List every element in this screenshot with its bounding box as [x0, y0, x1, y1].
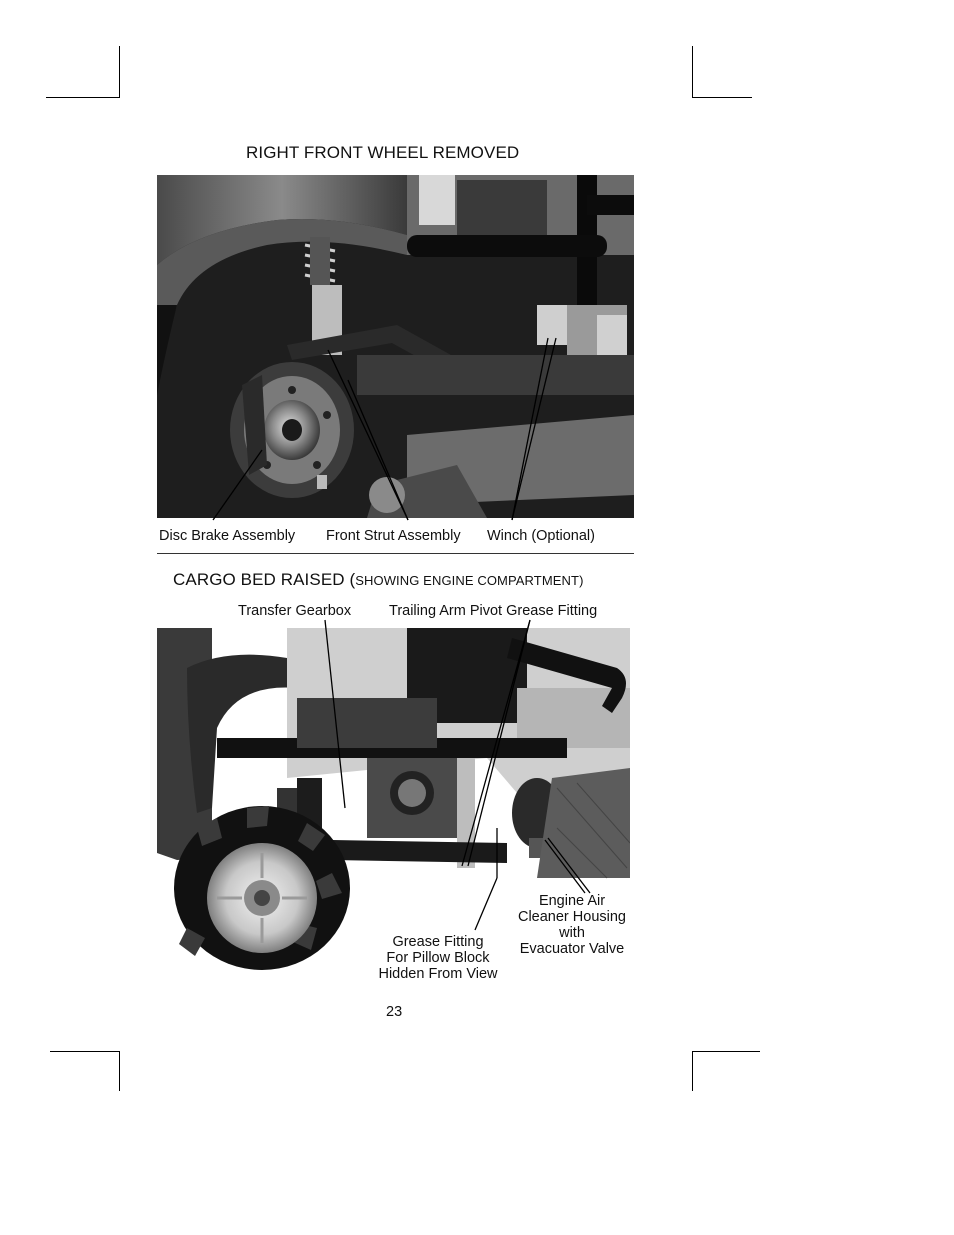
label-disc-brake-assembly: Disc Brake Assembly: [159, 528, 296, 544]
section-title-cargo-bed-sub: SHOWING ENGINE COMPARTMENT): [355, 573, 584, 588]
label-grease-fitting-pillow-block: [369, 934, 507, 982]
label-transfer-gearbox: Transfer Gearbox: [238, 603, 352, 619]
label-engine-air-line-4: Evacuator Valve: [519, 941, 625, 957]
crop-mark-top-right-horizontal: [692, 97, 752, 98]
page-number: 23: [386, 1004, 403, 1020]
label-engine-air-line-2: Cleaner Housing: [517, 909, 626, 925]
label-grease-fitting-line-3: Hidden From View: [378, 966, 498, 982]
section-title-cargo-bed-main: CARGO BED RAISED (: [173, 570, 356, 589]
crop-mark-top-left-vertical: [119, 46, 120, 98]
section-title-front-wheel: RIGHT FRONT WHEEL REMOVED: [246, 143, 520, 162]
crop-mark-bottom-right-vertical: [692, 1051, 693, 1091]
label-winch-optional: Winch (Optional): [487, 528, 595, 544]
label-engine-air-line-1: Engine Air: [538, 893, 606, 909]
crop-mark-top-left-horizontal: [46, 97, 120, 98]
photo-front-wheel-removed: [157, 175, 634, 518]
label-engine-air-line-3: with: [559, 925, 585, 941]
section-title-cargo-bed: [173, 570, 584, 590]
label-grease-fitting-line-1: Grease Fitting: [392, 934, 484, 950]
crop-mark-bottom-left-vertical: [119, 1051, 120, 1091]
label-grease-fitting-line-2: For Pillow Block: [386, 950, 490, 966]
crop-mark-top-right-vertical: [692, 46, 693, 98]
crop-mark-bottom-right-horizontal: [692, 1051, 760, 1052]
label-engine-air-cleaner: [503, 893, 641, 957]
front-suspension-illustration: [157, 175, 634, 518]
section-divider: [157, 553, 634, 554]
crop-mark-bottom-left-horizontal: [50, 1051, 120, 1052]
label-trailing-arm-pivot: Trailing Arm Pivot Grease Fitting: [389, 603, 598, 619]
label-front-strut-assembly: Front Strut Assembly: [326, 528, 461, 544]
